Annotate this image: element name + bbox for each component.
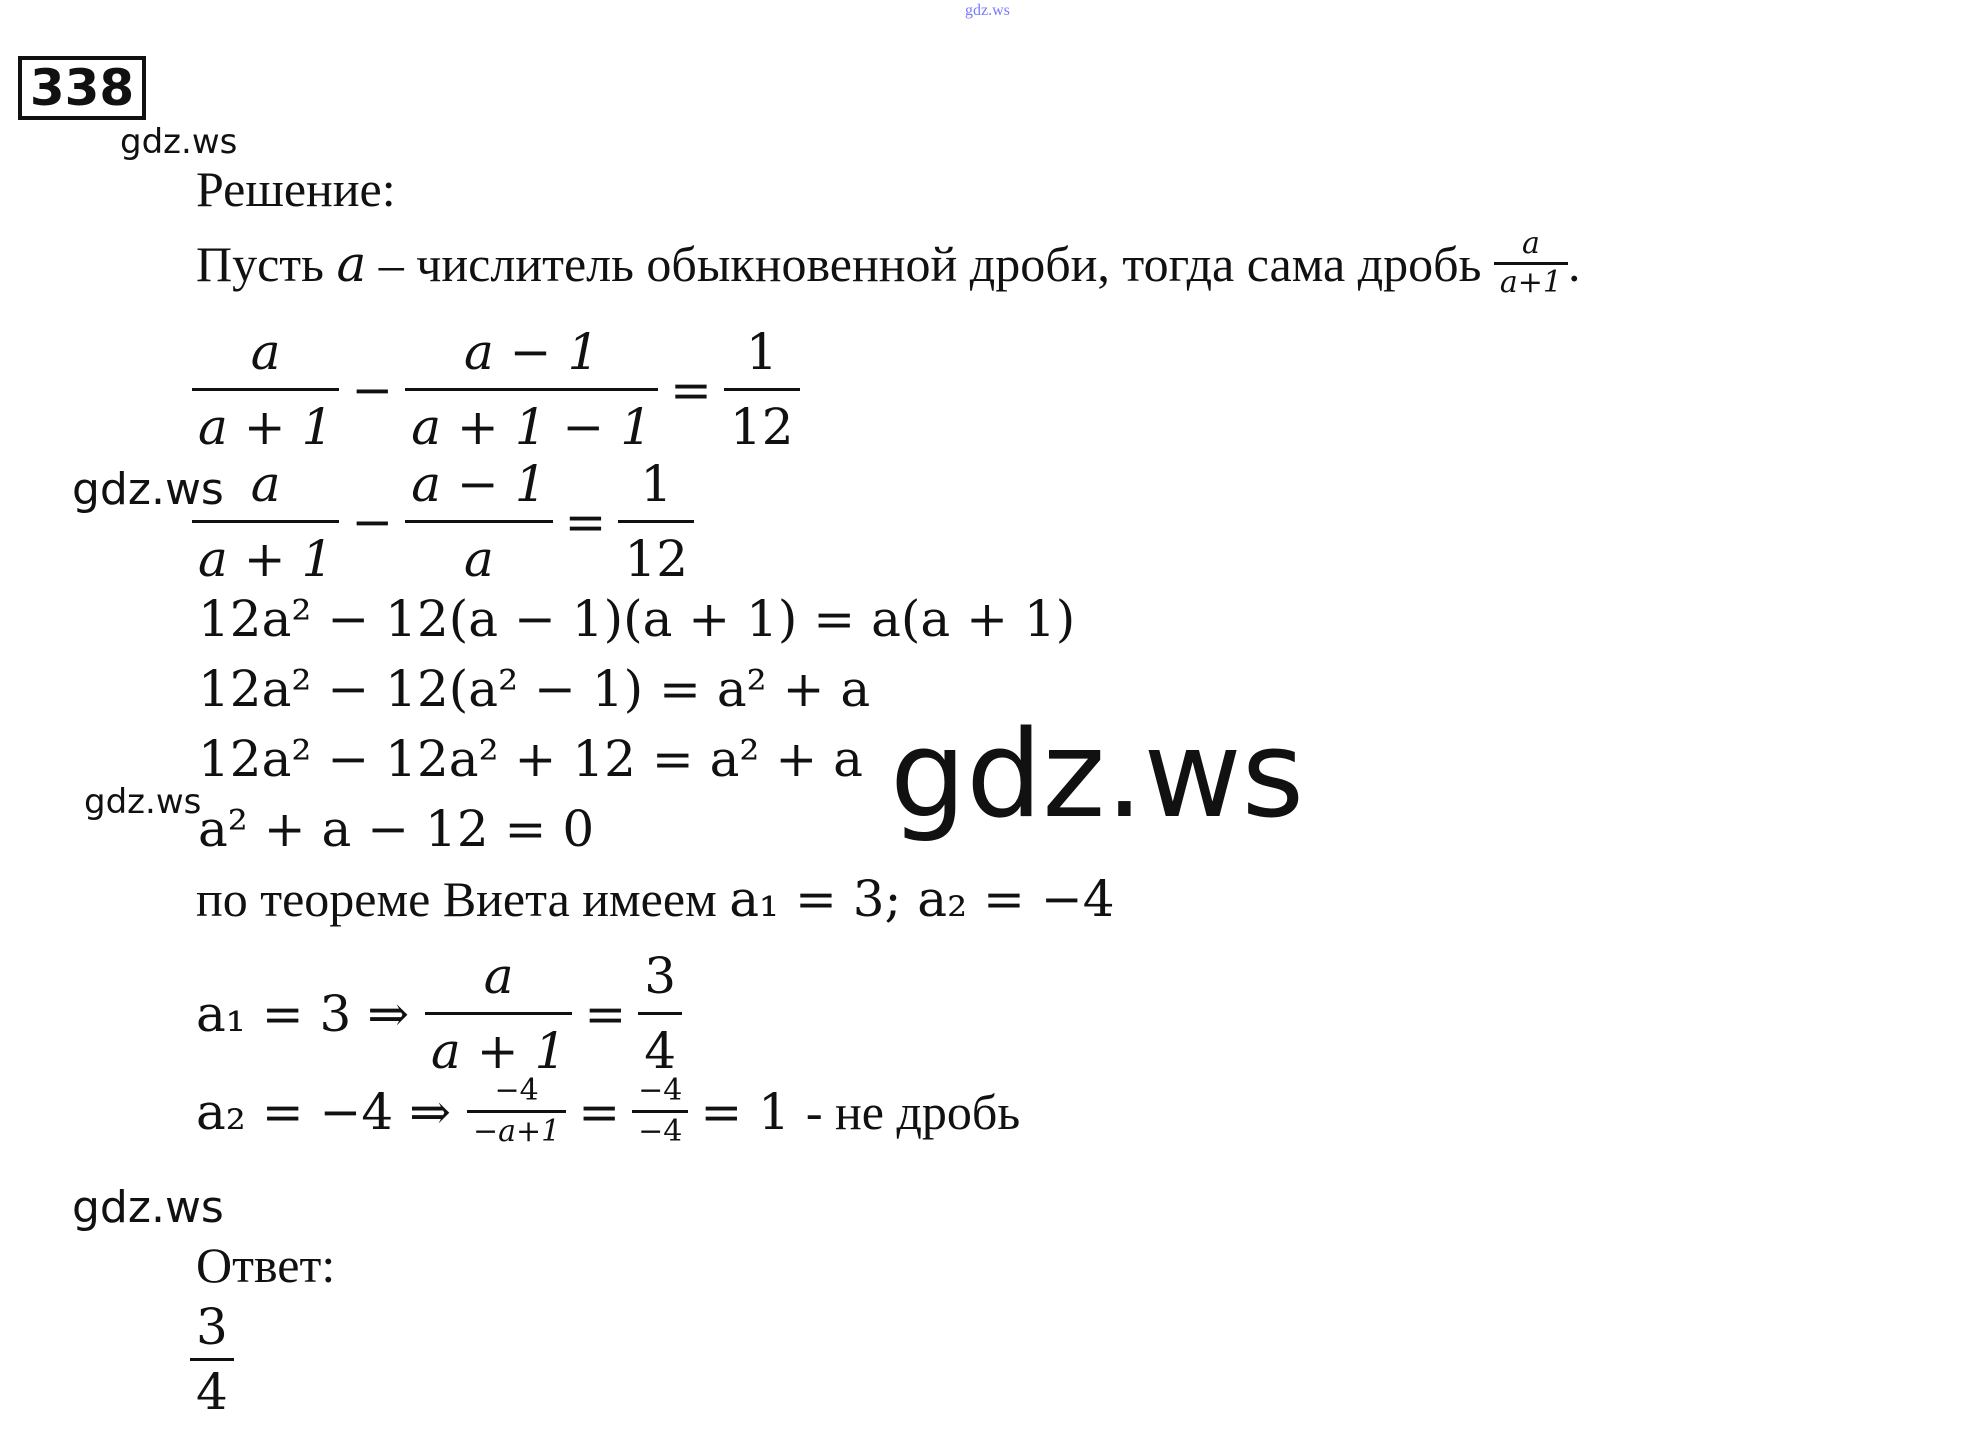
fraction-denominator: a + 1 (198, 530, 334, 588)
operator: = (564, 492, 607, 551)
fraction-denominator: 12 (729, 398, 794, 456)
equation-1 (192, 316, 800, 463)
fraction-numerator: a − 1 (411, 455, 547, 513)
fraction-numerator: 1 (745, 323, 778, 381)
fraction-numerator: 3 (644, 947, 677, 1005)
answer-fraction (190, 1296, 234, 1423)
operator: − (351, 492, 394, 551)
intro-text2: – числитель обыкновенной дроби, тогда сама дробь (378, 235, 1482, 292)
watermark-side: gdz.ws (72, 464, 224, 515)
fraction (632, 1072, 688, 1151)
fraction-numerator: −4 (638, 1073, 683, 1108)
equation-3: 12a² − 12(a − 1)(a + 1) = a(a + 1) (198, 590, 1076, 648)
fraction (192, 316, 339, 463)
fraction (425, 940, 572, 1087)
case-1-lhs: a₁ = 3 ⇒ (196, 984, 410, 1043)
fraction-denominator: a + 1 (431, 1022, 567, 1080)
fraction-denominator: 4 (196, 1363, 228, 1421)
vieta-text: по теореме Виета имеем (196, 871, 717, 927)
case-1 (196, 940, 682, 1087)
fraction-denominator: a (463, 530, 494, 588)
fraction (724, 316, 800, 463)
equation-2 (192, 448, 694, 595)
solution-label: Решение: (196, 161, 396, 217)
fraction (467, 1072, 566, 1151)
equation-5: 12a² − 12a² + 12 = a² + a (198, 730, 863, 788)
fraction-numerator: a (1522, 226, 1540, 261)
case-2-lhs: a₂ = −4 ⇒ (196, 1082, 452, 1141)
watermark-side: gdz.ws (120, 122, 238, 162)
vieta-roots: a₁ = 3; a₂ = −4 (729, 870, 1115, 928)
fraction-denominator: −4 (638, 1114, 683, 1149)
fraction-denominator: a + 1 − 1 (411, 398, 653, 456)
watermark-big: gdz.ws (890, 706, 1305, 845)
case-2 (196, 1072, 1020, 1151)
fraction (192, 448, 339, 595)
fraction-denominator: 12 (624, 530, 689, 588)
fraction (638, 940, 682, 1087)
watermark-top: gdz.ws (965, 2, 1010, 19)
fraction-numerator: 1 (640, 455, 673, 513)
fraction-numerator: a (250, 455, 281, 513)
watermark-side: gdz.ws (84, 782, 202, 822)
fraction (190, 1296, 234, 1423)
fraction-numerator: 3 (196, 1298, 228, 1356)
fraction-denominator: a + 1 (198, 398, 334, 456)
operator: = (584, 984, 627, 1043)
intro-text: Пусть (196, 235, 324, 292)
equation-6: a² + a − 12 = 0 (198, 800, 595, 858)
fraction (405, 316, 658, 463)
watermark-side: gdz.ws (72, 1182, 224, 1233)
intro-var: a (336, 234, 367, 293)
vieta-line (196, 870, 1115, 928)
answer-label: Ответ: (196, 1237, 336, 1293)
task-number: 338 (18, 56, 146, 120)
operator: = (578, 1082, 621, 1141)
case-2-tail: = 1 (700, 1082, 790, 1141)
fraction (618, 448, 694, 595)
fraction-denominator: −a+1 (472, 1114, 561, 1149)
fraction-numerator: a (250, 323, 281, 381)
equation-4: 12a² − 12(a² − 1) = a² + a (198, 660, 871, 718)
fraction (405, 448, 552, 595)
intro-line (196, 226, 1581, 301)
fraction-denominator: a+1 (1499, 265, 1563, 300)
operator: − (351, 360, 394, 419)
fraction-numerator: a (483, 947, 514, 1005)
intro-end: . (1568, 235, 1581, 292)
fraction-numerator: a − 1 (463, 323, 600, 381)
fraction-denominator: 4 (644, 1022, 677, 1080)
operator: = (670, 360, 712, 419)
fraction-numerator: −4 (494, 1073, 539, 1108)
case-2-note: - не дробь (805, 1083, 1021, 1140)
intro-fraction (1494, 226, 1568, 301)
